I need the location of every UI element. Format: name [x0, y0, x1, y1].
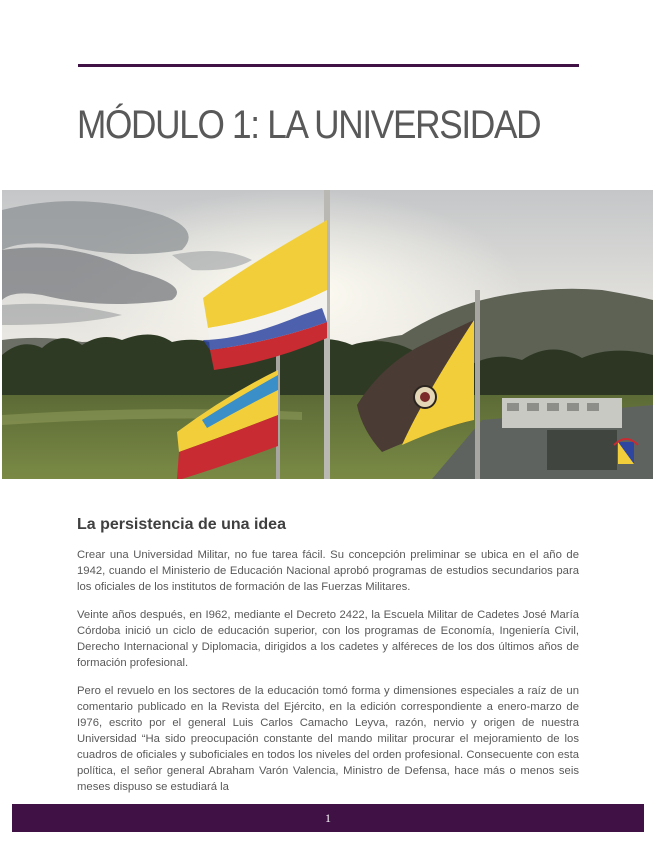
page-number: 1: [325, 810, 331, 825]
paragraph-3: Pero el revuelo en los sectores de la educación tomó forma y dimensiones especiales a raíz de un comentario publicado en la Revista del Ejército, en la edición correspondiente a enero-marzo de I976, escrito por el general Luis Carlos Camacho Leyva, razón, nervio y origen de nuestra Universidad “Ha sido preocupación constante del mando militar procurar el mejoramiento de los cuadros de oficiales y suboficiales en todos los niveles del orden profesional. Consecuente con esta política, el señor general Abraham Varón Valencia, Ministro de Defensa, hace más o menos seis meses dispuso se estudiará la: [77, 685, 579, 793]
paragraph-1: Crear una Universidad Militar, no fue tarea fácil. Su concepción preliminar se ubica en el año de 1942, cuando el Ministerio de Educación Nacional aprobó programas de estudios secundarios para los oficiales de los institutos de formación de las Fuerzas Militares.: [77, 549, 579, 593]
page-title: MÓDULO 1: LA UNIVERSIDAD: [77, 103, 541, 147]
paragraph-2: Veinte años después, en I962, mediante el Decreto 2422, la Escuela Militar de Cadetes José María Córdoba inició un ciclo de educación superior, con los programas de Economía, Ingeniería Civil, Derecho Internacional y Diplomacia, dirigidos a los cadetes y alféreces de los dos últimos años de formación profesional.: [77, 609, 579, 669]
top-rule: [78, 64, 579, 67]
section-heading: La persistencia de una idea: [77, 516, 286, 533]
footer-band: [12, 804, 644, 832]
hero-image: [2, 190, 653, 479]
photo-icon: [2, 190, 653, 479]
